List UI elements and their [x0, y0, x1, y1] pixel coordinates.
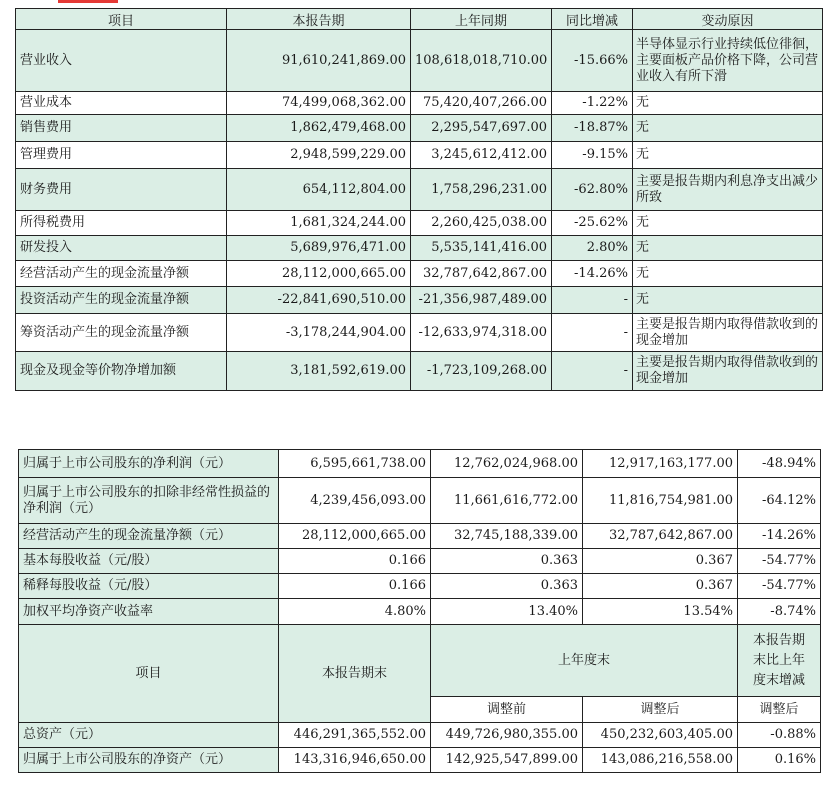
- current-value: -3,178,244,904.00: [227, 314, 411, 352]
- header-item: 项目: [19, 625, 279, 723]
- change-value: -14.26%: [552, 261, 633, 287]
- change-reason: 无: [633, 287, 823, 314]
- change-value: -64.12%: [738, 478, 821, 524]
- change-reason: 无: [633, 115, 823, 142]
- table-row: [16, 287, 823, 314]
- change-value: 0.16%: [738, 748, 821, 773]
- row-label: 加权平均净资产收益率: [19, 599, 279, 625]
- row-label: 管理费用: [16, 142, 227, 169]
- row-label: 经营活动产生的现金流量净额: [16, 261, 227, 287]
- income-statement-table: [15, 8, 823, 391]
- table-row: [19, 748, 821, 773]
- prior-before-value: 0.363: [431, 549, 583, 574]
- prior-value: 1,758,296,231.00: [411, 169, 552, 211]
- current-value: 0.166: [279, 549, 431, 574]
- prior-before-value: 13.40%: [431, 599, 583, 625]
- table-row: [19, 723, 821, 748]
- current-value: 0.166: [279, 574, 431, 599]
- change-value: -8.74%: [738, 599, 821, 625]
- change-value: -54.77%: [738, 574, 821, 599]
- prior-after-value: 0.367: [583, 574, 738, 599]
- prior-before-value: 449,726,980,355.00: [431, 723, 583, 748]
- current-value: 28,112,000,665.00: [279, 524, 431, 549]
- row-label: 研发投入: [16, 236, 227, 261]
- table-row: [16, 92, 823, 115]
- current-value: 3,181,592,619.00: [227, 352, 411, 391]
- change-value: -: [552, 314, 633, 352]
- table-row: [16, 30, 823, 92]
- header-change-line-1: 本报告期: [752, 632, 805, 648]
- header-current-period-end: 本报告期末: [279, 625, 431, 723]
- current-value: 143,316,946,650.00: [279, 748, 431, 773]
- prior-after-value: 0.367: [583, 549, 738, 574]
- table-row: [16, 169, 823, 211]
- row-label: 投资活动产生的现金流量净额: [16, 287, 227, 314]
- prior-value: -12,633,974,318.00: [411, 314, 552, 352]
- row-label: 稀释每股收益（元/股）: [19, 574, 279, 599]
- table-row: [16, 115, 823, 142]
- row-label: 筹资活动产生的现金流量净额: [16, 314, 227, 352]
- current-value: 446,291,365,552.00: [279, 723, 431, 748]
- header-period-change: [738, 625, 821, 697]
- header-item: 项目: [16, 9, 227, 30]
- prior-after-value: 143,086,216,558.00: [583, 748, 738, 773]
- prior-value: 2,260,425,038.00: [411, 211, 552, 236]
- current-value: -22,841,690,510.00: [227, 287, 411, 314]
- change-value: -48.94%: [738, 450, 821, 478]
- prior-value: 5,535,141,416.00: [411, 236, 552, 261]
- table-row: [19, 478, 821, 524]
- prior-value: 75,420,407,266.00: [411, 92, 552, 115]
- current-value: 2,948,599,229.00: [227, 142, 411, 169]
- row-label: 归属于上市公司股东的扣除非经常性损益的净利润（元）: [19, 478, 279, 524]
- prior-after-value: 13.54%: [583, 599, 738, 625]
- table-row: [16, 261, 823, 287]
- prior-value: 108,618,018,710.00: [411, 30, 552, 92]
- prior-before-value: 12,762,024,968.00: [431, 450, 583, 478]
- change-value: -15.66%: [552, 30, 633, 92]
- header-current-period: 本报告期: [227, 9, 411, 30]
- header-change-reason: 变动原因: [633, 9, 823, 30]
- prior-before-value: 142,925,547,899.00: [431, 748, 583, 773]
- row-label: 归属于上市公司股东的净利润（元）: [19, 450, 279, 478]
- change-value: -14.26%: [738, 524, 821, 549]
- change-reason: 主要是报告期内利息净支出减少所致: [633, 169, 823, 211]
- change-value: -0.88%: [738, 723, 821, 748]
- table-row: [16, 352, 823, 391]
- prior-value: 3,245,612,412.00: [411, 142, 552, 169]
- change-value: -: [552, 352, 633, 391]
- row-label: 经营活动产生的现金流量净额（元）: [19, 524, 279, 549]
- table-row: [19, 549, 821, 574]
- table-row: [16, 211, 823, 236]
- header-change-after-adjustment: 调整后: [738, 697, 821, 723]
- row-label: 销售费用: [16, 115, 227, 142]
- row-label: 营业收入: [16, 30, 227, 92]
- prior-value: 2,295,547,697.00: [411, 115, 552, 142]
- change-value: -: [552, 287, 633, 314]
- row-label: 营业成本: [16, 92, 227, 115]
- table-row: [19, 450, 821, 478]
- prior-value: 32,787,642,867.00: [411, 261, 552, 287]
- current-value: 1,862,479,468.00: [227, 115, 411, 142]
- header-prior-period: 上年同期: [411, 9, 552, 30]
- current-value: 28,112,000,665.00: [227, 261, 411, 287]
- change-value: -54.77%: [738, 549, 821, 574]
- prior-value: -1,723,109,268.00: [411, 352, 552, 391]
- header-prior-year-end: 上年度末: [431, 625, 738, 697]
- table-row: [19, 599, 821, 625]
- current-value: 74,499,068,362.00: [227, 92, 411, 115]
- change-value: -25.62%: [552, 211, 633, 236]
- table-row: [19, 524, 821, 549]
- header-yoy-change: 同比增减: [552, 9, 633, 30]
- change-value: 2.80%: [552, 236, 633, 261]
- table-row: [16, 236, 823, 261]
- row-label: 归属于上市公司股东的净资产（元）: [19, 748, 279, 773]
- prior-after-value: 11,816,754,981.00: [583, 478, 738, 524]
- change-reason: 无: [633, 261, 823, 287]
- current-value: 5,689,976,471.00: [227, 236, 411, 261]
- prior-after-value: 32,787,642,867.00: [583, 524, 738, 549]
- prior-after-value: 12,917,163,177.00: [583, 450, 738, 478]
- row-label: 财务费用: [16, 169, 227, 211]
- change-reason: 无: [633, 142, 823, 169]
- row-label: 基本每股收益（元/股）: [19, 549, 279, 574]
- current-value: 4.80%: [279, 599, 431, 625]
- key-indicators-table: [18, 449, 821, 773]
- current-value: 654,112,804.00: [227, 169, 411, 211]
- change-value: -62.80%: [552, 169, 633, 211]
- current-value: 1,681,324,244.00: [227, 211, 411, 236]
- header-change-line-3: 度末增减: [752, 672, 805, 688]
- change-value: -9.15%: [552, 142, 633, 169]
- row-label: 现金及现金等价物净增加额: [16, 352, 227, 391]
- change-reason: 主要是报告期内取得借款收到的现金增加: [633, 352, 823, 391]
- change-value: -18.87%: [552, 115, 633, 142]
- header-after-adjustment: 调整后: [583, 697, 738, 723]
- table-row: [19, 574, 821, 599]
- change-reason: 无: [633, 211, 823, 236]
- current-value: 4,239,456,093.00: [279, 478, 431, 524]
- prior-value: -21,356,987,489.00: [411, 287, 552, 314]
- current-value: 6,595,661,738.00: [279, 450, 431, 478]
- change-reason: 主要是报告期内取得借款收到的现金增加: [633, 314, 823, 352]
- current-value: 91,610,241,869.00: [227, 30, 411, 92]
- change-value: -1.22%: [552, 92, 633, 115]
- row-label: 所得税费用: [16, 211, 227, 236]
- change-reason: 半导体显示行业持续低位徘徊，主要面板产品价格下降，公司营业收入有所下滑: [633, 30, 823, 92]
- red-header-mark: [58, 0, 118, 3]
- change-reason: 无: [633, 92, 823, 115]
- header-before-adjustment: 调整前: [431, 697, 583, 723]
- header-change-line-2: 末比上年: [752, 652, 805, 668]
- row-label: 总资产（元）: [19, 723, 279, 748]
- prior-before-value: 11,661,616,772.00: [431, 478, 583, 524]
- prior-after-value: 450,232,603,405.00: [583, 723, 738, 748]
- prior-before-value: 32,745,188,339.00: [431, 524, 583, 549]
- change-reason: 无: [633, 236, 823, 261]
- prior-before-value: 0.363: [431, 574, 583, 599]
- table-row: [16, 314, 823, 352]
- table-row: [16, 142, 823, 169]
